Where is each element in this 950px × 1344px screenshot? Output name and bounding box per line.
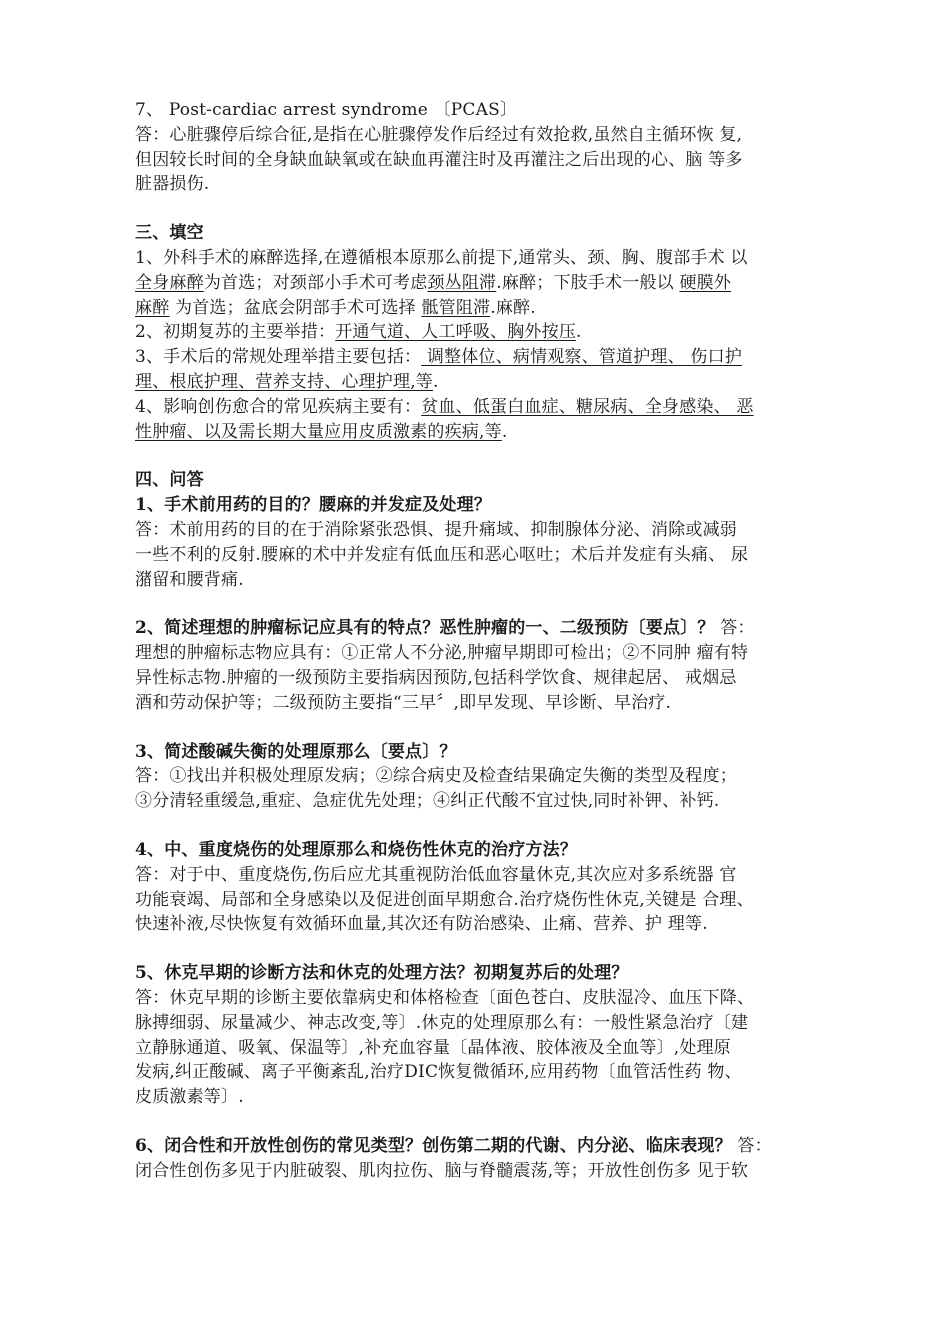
spacer — [135, 814, 835, 838]
answer-line: 理想的肿瘤标志物应具有：①正常人不分泌,肿瘤早期即可检出；②不同肿 瘤有特 — [135, 643, 749, 664]
question-text: 2、简述理想的肿瘤标记应具有的特点？恶性肿瘤的一、二级预防〔要点〕？ — [135, 618, 715, 639]
answer-line: 立静脉通道、吸氧、保温等〕,补充血容量〔晶体液、胶体液及全血等〕,处理原 — [135, 1037, 732, 1058]
question-title — [135, 616, 835, 641]
question-title: 4、中、重度烧伤的处理原那么和烧伤性休克的治疗方法？ — [135, 839, 578, 860]
answer-prefix: 答： — [731, 1135, 772, 1156]
text: 4、影响创伤愈合的常见疾病主要有： — [135, 396, 422, 417]
text: . — [501, 421, 508, 442]
fill-q3-line2 — [135, 370, 835, 395]
answer-line: 皮质激素等〕. — [135, 1087, 244, 1108]
spacer — [135, 592, 835, 616]
blank-answer: 性肿瘤、以及需长期大量应用皮质激素的疾病,等 — [135, 421, 502, 442]
spacer — [135, 197, 835, 221]
text: . — [576, 322, 582, 343]
blank-answer: 颈丛阻滞 — [427, 272, 497, 293]
answer-line: 答：术前用药的目的在于消除紧张恐惧、提升痛域、抑制腺体分泌、消除或减弱 — [135, 519, 737, 540]
spacer — [135, 1110, 835, 1134]
question-title: 5、休克早期的诊断方法和休克的处理方法？初期复苏后的处理？ — [135, 963, 629, 984]
question-title — [135, 1134, 835, 1159]
answer-line: 答：心脏骤停后综合征,是指在心脏骤停发作后经过有效抢救,虽然自主循环恢 复, — [135, 124, 743, 145]
fill-q1-line1 — [135, 246, 835, 271]
blank-answer: 调整体位、病情观察、管道护理、 伤口护 — [421, 347, 743, 368]
spacer — [135, 444, 835, 468]
text: 为首选；对颈部小手术可考虑 — [203, 272, 428, 293]
blank-answer: 全身麻醉 — [135, 272, 204, 293]
blank-answer: 硬膜外 — [679, 272, 732, 293]
answer-line: 答：对于中、重度烧伤,伤后应尤其重视防治低血容量休克,其次应对多系统器 官 — [135, 864, 737, 885]
blank-answer: 骶管阻滞 — [421, 297, 491, 318]
answer-line: ③分清轻重缓急,重症、急症优先处理；④纠正代酸不宜过快,同时补钾、补钙. — [135, 791, 720, 812]
question-text: 6、闭合性和开放性创伤的常见类型？创伤第二期的代谢、内分泌、临床表现？ — [135, 1135, 732, 1156]
text: .麻醉；下肢手术一般以 — [496, 272, 680, 293]
fill-q2 — [135, 320, 835, 345]
document-body — [135, 98, 835, 1183]
fill-q3-line1 — [135, 345, 835, 370]
text: 2、初期复苏的主要举措： — [135, 322, 336, 343]
answer-line: 快速补液,尽快恢复有效循环血量,其次还有防治感染、止痛、营养、护 理等. — [135, 914, 708, 935]
answer-line: 功能衰竭、局部和全身感染以及促进创面早期愈合.治疗烧伤性休克,关键是 合理、 — [135, 889, 754, 910]
blank-answer: 麻醉 — [135, 297, 170, 318]
text: 1、外科手术的麻醉选择,在遵循根本原那么前提下,通常头、颈、胸、腹部手术 以 — [135, 247, 748, 268]
fill-q4-line2 — [135, 420, 835, 445]
question-title: 3、简述酸碱失衡的处理原那么〔要点〕？ — [135, 741, 457, 762]
blank-answer: 开通气道、人工呼吸、胸外按压 — [335, 322, 577, 343]
fill-q1-line2 — [135, 271, 835, 296]
answer-line: 发病,纠正酸碱、离子平衡紊乱,治疗DIC恢复微循环,应用药物〔血管活性药 物、 — [135, 1062, 742, 1083]
answer-line: 异性标志物.肿瘤的一级预防主要指病因预防,包括科学饮食、规律起居、 戒烟忌 — [135, 667, 737, 688]
question-title: 1、手术前用药的目的？腰麻的并发症及处理？ — [135, 495, 492, 516]
answer-line: 但因较长时间的全身缺血缺氧或在缺血再灌注时及再灌注之后出现的心、脑 等多 — [135, 149, 743, 170]
text: . — [433, 371, 439, 392]
term-title: 7、 Post-cardiac arrest syndrome 〔PCAS〕 — [135, 100, 518, 120]
spacer — [135, 937, 835, 961]
answer-line: 酒和劳动保护等；二级预防主要指“三早〞,即早发现、早诊断、早治疗. — [135, 692, 672, 713]
section-heading-fill: 三、填空 — [135, 223, 204, 244]
text: 为首选；盆底会阴部手术可选择 — [169, 297, 422, 318]
answer-line: 潴留和腰背痛. — [135, 569, 244, 590]
fill-q4-line1 — [135, 395, 835, 420]
blank-answer: 贫血、低蛋白血症、糖尿病、全身感染、 恶 — [421, 396, 754, 417]
answer-line: 答：休克早期的诊断主要依靠病史和体格检查〔面色苍白、皮肤湿冷、血压下降、 — [135, 987, 755, 1008]
text: 3、手术后的常规处理举措主要包括： — [135, 347, 422, 368]
answer-line: 一些不利的反射.腰麻的术中并发症有低血压和恶心呕吐；术后并发症有头痛、 尿 — [135, 544, 749, 565]
blank-answer: 理、根底护理、营养支持、心理护理,等 — [135, 371, 434, 392]
answer-line: 闭合性创伤多见于内脏破裂、肌肉拉伤、脑与脊髓震荡,等；开放性创伤多 见于软 — [135, 1160, 749, 1181]
answer-line: 答：①找出并积极处理原发病；②综合病史及检查结果确定失衡的类型及程度； — [135, 766, 737, 787]
fill-q1-line3 — [135, 296, 835, 321]
answer-line: 脏器损伤. — [135, 174, 210, 195]
spacer — [135, 716, 835, 740]
answer-line: 脉搏细弱、尿量减少、神志改变,等〕.休克的处理原那么有：一般性紧急治疗〔建 — [135, 1012, 749, 1033]
answer-prefix: 答： — [714, 618, 755, 639]
text: .麻醉. — [490, 297, 536, 318]
section-heading-qa: 四、问答 — [135, 470, 204, 491]
